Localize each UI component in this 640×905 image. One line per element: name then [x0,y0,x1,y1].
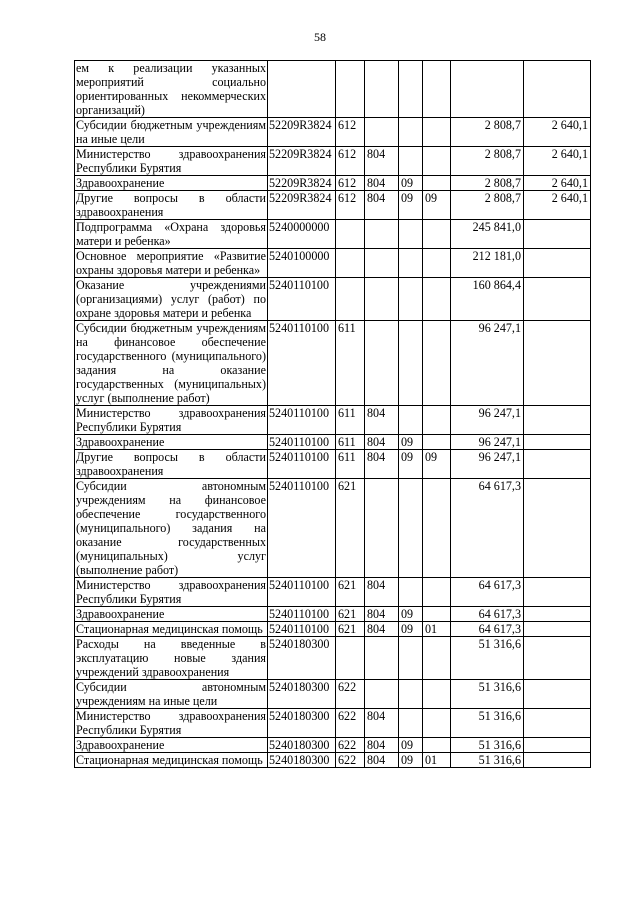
amount-1-cell: 2 808,7 [451,176,524,191]
row-name-cell: Оказание учреждениями (организациями) услуг (работ) по охране здоровья матери и ребенка [76,278,266,320]
expense-type-cell: 622 [336,680,365,709]
target-article-cell: 5240100000 [268,249,336,278]
amount-2-cell [524,435,591,450]
amount-2-cell: 2 640,1 [524,176,591,191]
ministry-code-cell [365,118,399,147]
section-cell [399,637,423,680]
target-article-cell: 5240180300 [268,709,336,738]
ministry-code-cell: 804 [365,406,399,435]
target-article-cell: 5240110100 [268,622,336,637]
row-name-cell: Министерство здравоохранения Республики Бурятия [76,578,266,606]
expense-type-cell: 621 [336,607,365,622]
expense-type-cell: 622 [336,738,365,753]
section-cell: 09 [399,191,423,220]
section-cell: 09 [399,738,423,753]
amount-1-cell: 64 617,3 [451,607,524,622]
target-article-cell: 5240110100 [268,578,336,607]
amount-1-cell: 96 247,1 [451,321,524,406]
amount-1-cell: 51 316,6 [451,709,524,738]
target-article-cell: 5240110100 [268,479,336,578]
target-article-cell: 5240180300 [268,637,336,680]
table-row [75,607,591,622]
target-article-cell: 5240180300 [268,738,336,753]
ministry-code-cell [365,637,399,680]
expense-type-cell: 612 [336,176,365,191]
expense-type-cell: 621 [336,578,365,607]
expense-type-cell: 622 [336,709,365,738]
table-body [75,61,591,768]
table-row [75,637,591,680]
row-name-cell: Субсидии бюджетным учреждениям на финансовое обеспечение государственного (муниципального) задания на оказание государственных (муниципальных) услуг (выполнение работ) [76,321,266,405]
row-name-cell: Другие вопросы в области здравоохранения [76,191,266,219]
amount-2-cell [524,450,591,479]
table-row [75,61,591,118]
amount-1-cell: 2 808,7 [451,191,524,220]
ministry-code-cell [365,278,399,321]
table-row [75,738,591,753]
subsection-cell: 09 [423,450,451,479]
row-name-cell: Субсидии бюджетным учреждениям на иные цели [76,118,266,146]
amount-1-cell: 160 864,4 [451,278,524,321]
target-article-cell: 5240110100 [268,435,336,450]
target-article-cell: 5240110100 [268,607,336,622]
expense-type-cell: 621 [336,479,365,578]
row-name-cell: ем к реализации указанных мероприятий социально ориентированных некоммерческих организаций) [76,61,266,117]
row-name-cell: Министерство здравоохранения Республики Бурятия [76,709,266,737]
subsection-cell [423,118,451,147]
amount-1-cell: 96 247,1 [451,406,524,435]
section-cell: 09 [399,622,423,637]
table-row [75,220,591,249]
expense-type-cell: 612 [336,118,365,147]
row-name-cell: Здравоохранение [75,435,268,450]
table-row [75,176,591,191]
subsection-cell [423,607,451,622]
amount-2-cell [524,753,591,768]
target-article-cell [268,61,336,118]
amount-1-cell: 96 247,1 [451,435,524,450]
table-row [75,450,591,479]
table-row [75,147,591,176]
ministry-code-cell [365,479,399,578]
section-cell [399,61,423,118]
ministry-code-cell: 804 [365,435,399,450]
target-article-cell: 52209R3824 [268,191,336,220]
amount-1-cell: 64 617,3 [451,622,524,637]
section-cell: 09 [399,450,423,479]
amount-1-cell: 64 617,3 [451,578,524,607]
amount-1-cell: 51 316,6 [451,753,524,768]
amount-2-cell [524,220,591,249]
expense-type-cell [336,637,365,680]
amount-1-cell: 245 841,0 [451,220,524,249]
section-cell: 09 [399,753,423,768]
amount-2-cell [524,249,591,278]
expense-type-cell: 611 [336,321,365,406]
amount-2-cell [524,61,591,118]
table-row [75,622,591,637]
subsection-cell [423,278,451,321]
amount-2-cell [524,709,591,738]
subsection-cell: 01 [423,753,451,768]
table-row [75,578,591,607]
section-cell: 09 [399,176,423,191]
row-name-cell: Подпрограмма «Охрана здоровья матери и ребенка» [76,220,266,248]
subsection-cell [423,176,451,191]
amount-2-cell [524,607,591,622]
ministry-code-cell: 804 [365,450,399,479]
expense-type-cell: 612 [336,147,365,176]
page-number: 58 [314,30,326,44]
expense-type-cell [336,249,365,278]
subsection-cell [423,220,451,249]
amount-1-cell: 212 181,0 [451,249,524,278]
row-name-cell: Субсидии автономным учреждениям на финансовое обеспечение государственного (муниципального) задания на оказание государственных (муниципальных) услуг (выполнение работ) [76,479,266,577]
amount-1-cell: 51 316,6 [451,738,524,753]
amount-1-cell: 2 808,7 [451,118,524,147]
section-cell [399,278,423,321]
subsection-cell [423,435,451,450]
section-cell [399,406,423,435]
ministry-code-cell: 804 [365,578,399,607]
ministry-code-cell: 804 [365,147,399,176]
section-cell: 09 [399,435,423,450]
expense-type-cell: 611 [336,435,365,450]
row-name-cell: Здравоохранение [75,607,268,622]
target-article-cell: 52209R3824 [268,118,336,147]
section-cell [399,709,423,738]
amount-2-cell [524,637,591,680]
ministry-code-cell [365,249,399,278]
amount-2-cell [524,321,591,406]
table-row [75,709,591,738]
table-row [75,249,591,278]
section-cell [399,578,423,607]
expense-type-cell: 611 [336,406,365,435]
row-name-cell: Другие вопросы в области здравоохранения [76,450,266,478]
row-name-cell: Стационарная медицинская помощь [75,753,268,768]
subsection-cell [423,680,451,709]
ministry-code-cell: 804 [365,607,399,622]
expense-type-cell: 612 [336,191,365,220]
target-article-cell: 5240110100 [268,321,336,406]
row-name-cell: Здравоохранение [75,738,268,753]
row-name-cell: Основное мероприятие «Развитие охраны здоровья матери и ребенка» [76,249,266,277]
table-row [75,753,591,768]
amount-2-cell [524,479,591,578]
section-cell [399,147,423,176]
ministry-code-cell [365,321,399,406]
table-row [75,118,591,147]
amount-1-cell [451,61,524,118]
ministry-code-cell: 804 [365,709,399,738]
expense-type-cell [336,61,365,118]
amount-2-cell [524,738,591,753]
target-article-cell: 5240180300 [268,753,336,768]
amount-2-cell [524,680,591,709]
subsection-cell [423,61,451,118]
table-row [75,435,591,450]
row-name-cell: Здравоохранение [75,176,268,191]
target-article-cell: 5240000000 [268,220,336,249]
target-article-cell: 5240180300 [268,680,336,709]
subsection-cell [423,479,451,578]
subsection-cell [423,738,451,753]
expense-type-cell: 621 [336,622,365,637]
section-cell [399,118,423,147]
subsection-cell [423,578,451,607]
amount-2-cell [524,622,591,637]
amount-2-cell [524,406,591,435]
ministry-code-cell [365,680,399,709]
target-article-cell: 5240110100 [268,450,336,479]
expense-type-cell [336,278,365,321]
table-row [75,321,591,406]
table-row [75,680,591,709]
row-name-cell: Министерство здравоохранения Республики Бурятия [76,147,266,175]
ministry-code-cell: 804 [365,191,399,220]
target-article-cell: 5240110100 [268,278,336,321]
target-article-cell: 5240110100 [268,406,336,435]
ministry-code-cell: 804 [365,738,399,753]
subsection-cell [423,406,451,435]
expense-type-cell: 611 [336,450,365,479]
ministry-code-cell: 804 [365,622,399,637]
section-cell [399,249,423,278]
amount-2-cell: 2 640,1 [524,118,591,147]
amount-1-cell: 51 316,6 [451,637,524,680]
amount-1-cell: 51 316,6 [451,680,524,709]
row-name-cell: Субсидии автономным учреждениям на иные цели [76,680,266,708]
ministry-code-cell: 804 [365,753,399,768]
table-row [75,479,591,578]
amount-1-cell: 96 247,1 [451,450,524,479]
table-row [75,191,591,220]
subsection-cell [423,147,451,176]
ministry-code-cell: 804 [365,176,399,191]
section-cell [399,479,423,578]
ministry-code-cell [365,61,399,118]
subsection-cell: 01 [423,622,451,637]
target-article-cell: 52209R3824 [268,176,336,191]
section-cell: 09 [399,607,423,622]
row-name-cell: Министерство здравоохранения Республики Бурятия [76,406,266,434]
section-cell [399,321,423,406]
ministry-code-cell [365,220,399,249]
subsection-cell [423,709,451,738]
subsection-cell [423,637,451,680]
row-name-cell: Стационарная медицинская помощь [75,622,268,637]
subsection-cell [423,321,451,406]
subsection-cell [423,249,451,278]
amount-2-cell: 2 640,1 [524,147,591,176]
expense-type-cell [336,220,365,249]
amount-1-cell: 64 617,3 [451,479,524,578]
expense-type-cell: 622 [336,753,365,768]
row-name-cell: Расходы на введенные в эксплуатацию новые здания учреждений здравоохранения [76,637,266,679]
subsection-cell: 09 [423,191,451,220]
table-row [75,406,591,435]
amount-2-cell [524,578,591,607]
section-cell [399,680,423,709]
budget-table [74,60,591,768]
amount-1-cell: 2 808,7 [451,147,524,176]
table-row [75,278,591,321]
amount-2-cell [524,278,591,321]
target-article-cell: 52209R3824 [268,147,336,176]
section-cell [399,220,423,249]
amount-2-cell: 2 640,1 [524,191,591,220]
